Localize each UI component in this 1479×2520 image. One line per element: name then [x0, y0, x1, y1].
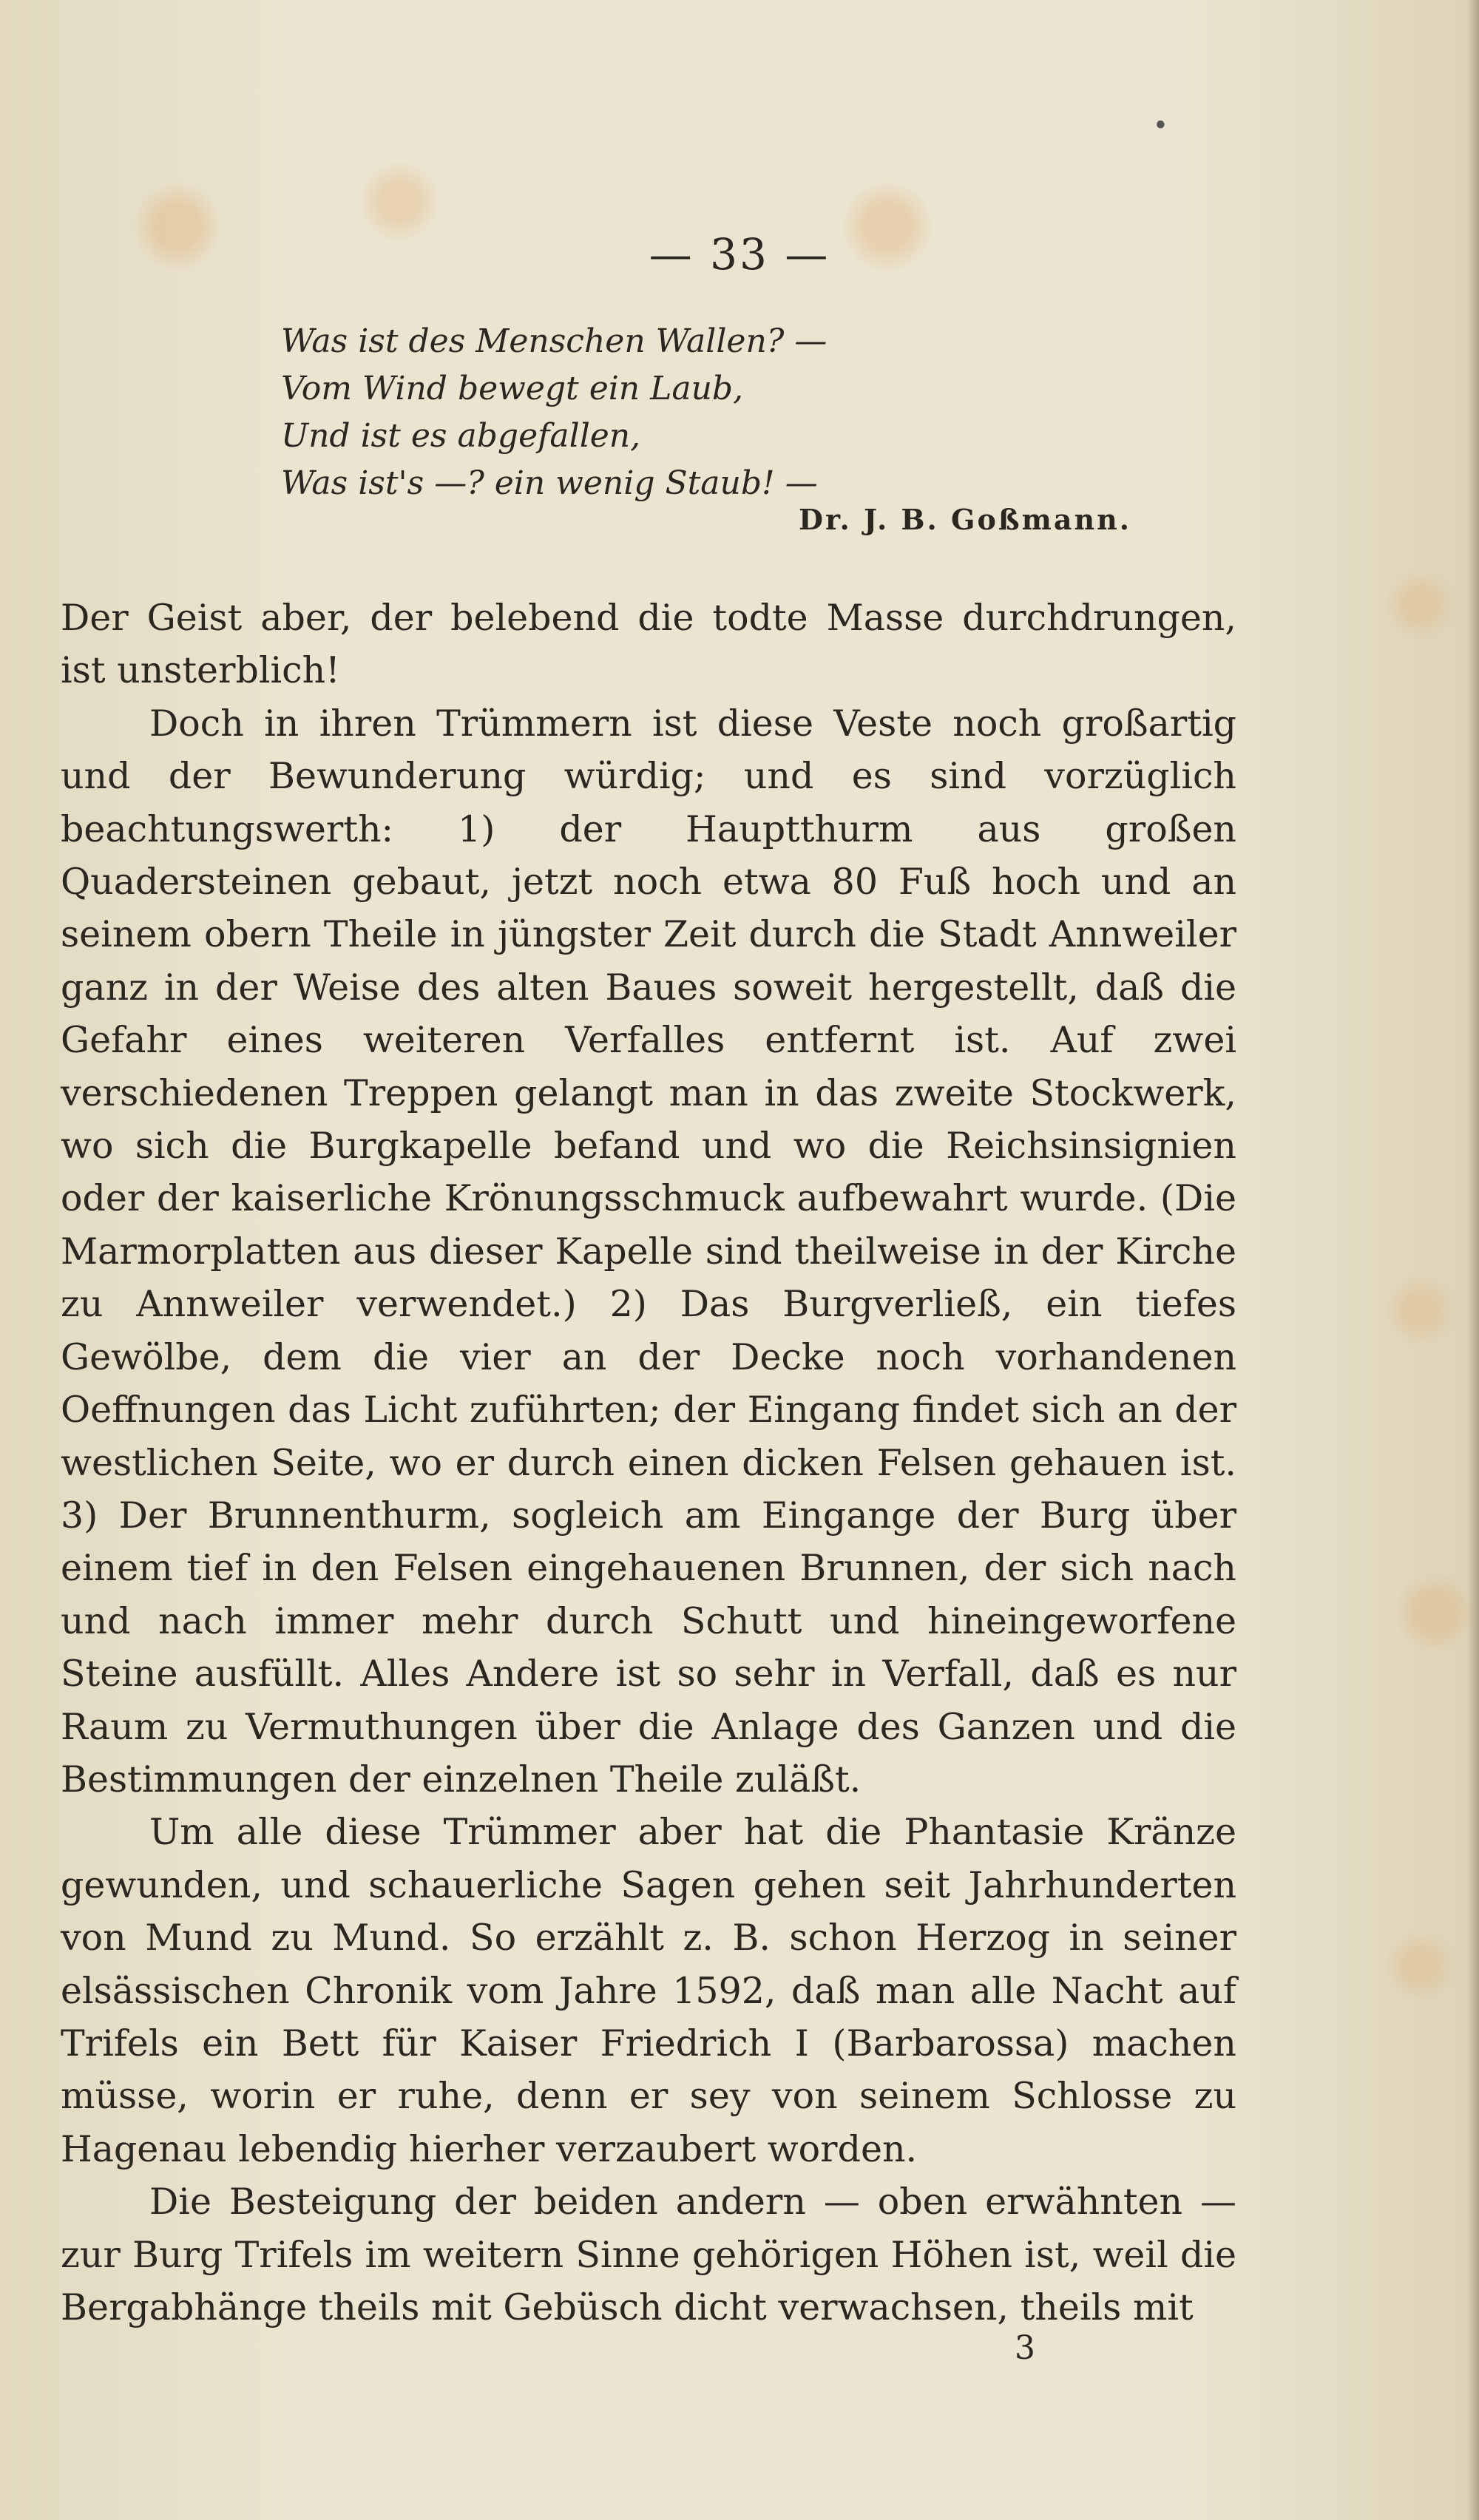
- body-text: [61, 592, 1236, 2334]
- paragraph: Die Besteigung der beiden andern — oben erwähnten — zur Burg Trifels im weitern Sinne gehörigen Höhen ist, weil die Bergabhänge theils mit Gebüsch dicht verwachsen, theils mit: [61, 2181, 1236, 2328]
- poem-line: Vom Wind bewegt ein Laub,: [281, 370, 744, 407]
- corner-mark: •: [1152, 111, 1168, 141]
- page-number: — 33 —: [649, 229, 830, 280]
- paragraph: Um alle diese Trümmer aber hat die Phantasie Kränze gewunden, und schauerliche Sagen gehen seit Jahrhunderten von Mund zu Mund. So erzählt z. B. schon Herzog in seiner elsässischen Chronik vom Jahre 1592, daß man alle Nacht auf Trifels ein Bett für Kaiser Friedrich I (Barbarossa) machen müsse, worin er ruhe, denn er sey von seinem Schlosse zu Hagenau lebendig hierher verzaubert worden.: [61, 1811, 1236, 2170]
- poem-author: Dr. J. B. Goßmann.: [799, 503, 1131, 536]
- poem-line: Was ist's —? ein wenig Staub! —: [281, 464, 818, 502]
- paragraph: Der Geist aber, der belebend die todte Masse durchdrungen, ist unsterblich!: [61, 597, 1236, 692]
- poem-line: Und ist es abgefallen,: [281, 417, 641, 455]
- printer-signature-mark: 3: [1015, 2329, 1035, 2367]
- paragraph: Doch in ihren Trümmern ist diese Veste noch großartig und der Bewunderung würdig; und es sind vorzüglich beachtungswerth: 1) der Hauptthurm aus großen Quadersteinen gebaut, jetzt noch etwa 80 Fuß hoch und an seinem obern Theile in jüngster Zeit durch die Stadt Annweiler ganz in der Weise des alten Baues soweit hergestellt, daß die Gefahr eines weiteren Verfalles entfernt ist. Auf zwei verschiedenen Treppen gelangt man in das zweite Stockwerk, wo sich die Burgkapelle befand und wo die Reichsinsignien oder der kaiserliche Krönungsschmuck aufbewahrt wurde. (Die Marmorplatten aus dieser Kapelle sind theilweise in der Kirche zu Annweiler verwendet.) 2) Das Burgverließ, ein tiefes Gewölbe, dem die vier an der Decke noch vorhandenen Oeffnungen das Licht zuführten; der Eingang findet sich an der westlichen Seite, wo er durch einen dicken Felsen gehauen ist. 3) Der Brunnenthurm, sogleich am Eingange der Burg über einem tief in den Felsen eingehauenen Brunnen, der sich nach und nach immer mehr durch Schutt und hineingeworfene Steine ausfüllt. Alles Andere ist so sehr in Verfall, daß es nur Raum zu Vermuthungen über die Anlage des Ganzen und die Bestimmungen der einzelnen Theile zuläßt.: [61, 702, 1236, 1801]
- poem-line: Was ist des Menschen Wallen? —: [281, 322, 828, 360]
- page-spine-shadow: [1467, 0, 1479, 2520]
- poem-block: [281, 318, 1242, 507]
